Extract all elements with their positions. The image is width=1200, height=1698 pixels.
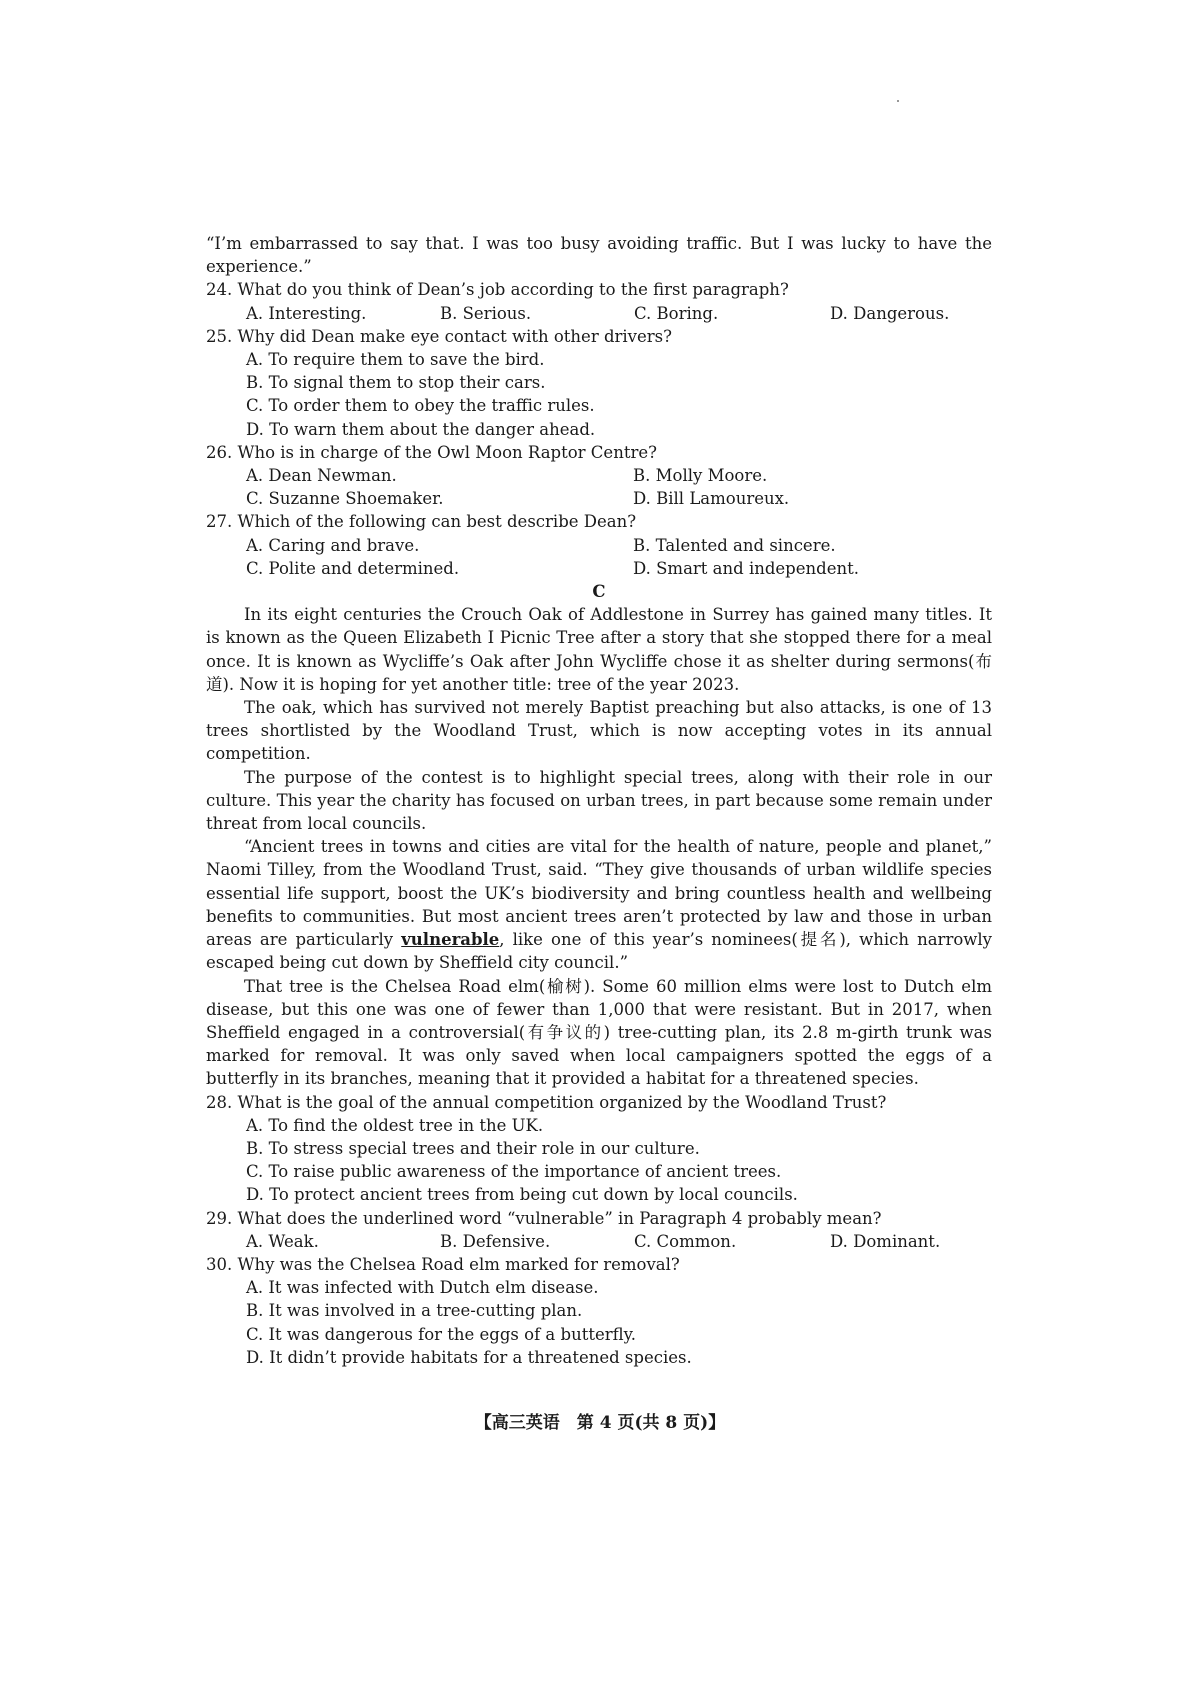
answer-option-row [246, 464, 992, 487]
passage-c [206, 603, 992, 1090]
underlined-word-vulnerable: vulnerable [401, 930, 500, 950]
answer-option: C. To order them to obey the traffic rules. [246, 396, 595, 416]
answer-option: D. To warn them about the danger ahead. [246, 419, 596, 439]
question-block [206, 510, 992, 580]
answer-option: D. Bill Lamoureux. [633, 489, 790, 509]
answer-option: C. Suzanne Shoemaker. [246, 489, 444, 509]
paragraph-4-text-before: “Ancient trees in towns and cities are vital for the health of nature, people and planet,” Naomi Tilley, from the Woodland Trust, said. “They give thousands of urban wildlife species essential life support, boost the UK’s biodiversity and bring countless health and wellbeing benefits to communities. But most ancient trees aren’t protected by law and those in urban areas are particularly [206, 837, 992, 950]
answer-option: C. Boring. [634, 303, 719, 323]
answer-option: B. Talented and sincere. [633, 535, 836, 555]
answer-option: B. To signal them to stop their cars. [246, 373, 546, 393]
answer-option: B. It was involved in a tree-cutting plan. [246, 1301, 583, 1321]
answer-option: A. Dean Newman. [246, 466, 397, 486]
question-block [206, 1207, 992, 1253]
answer-option: B. Serious. [440, 303, 532, 323]
question-block [206, 325, 992, 441]
answer-option: D. Smart and independent. [633, 558, 859, 578]
answer-option-row [246, 534, 992, 557]
question-block [206, 1091, 992, 1207]
answer-option: C. Common. [634, 1231, 737, 1251]
passage-c-paragraph-4 [206, 835, 992, 974]
answer-option: D. Dangerous. [830, 303, 950, 323]
answer-option: A. Weak. [246, 1231, 319, 1251]
questions-section-b [206, 278, 992, 580]
answer-option: A. To find the oldest tree in the UK. [246, 1115, 544, 1135]
answer-option: A. To require them to save the bird. [246, 350, 545, 370]
answer-option-row [246, 557, 992, 580]
passage-c-paragraph-3: The purpose of the contest is to highlight special trees, along with their role in our culture. This year the charity has focused on urban trees, in part because some remain under threat from local councils. [206, 767, 992, 834]
question-block [206, 441, 992, 511]
paragraph-4-text-after: , like one of this year’s nominees(提名), which narrowly escaped being cut down by Sheffield city council.” [206, 930, 992, 973]
question-block [206, 1253, 992, 1369]
answer-option-row [246, 487, 992, 510]
answer-option: B. Defensive. [440, 1231, 551, 1251]
answer-option-row [246, 302, 992, 325]
question-stem: 28. What is the goal of the annual competition organized by the Woodland Trust? [206, 1092, 887, 1112]
passage-b-ending: “I’m embarrassed to say that. I was too busy avoiding traffic. But I was lucky to have the experience.” [206, 234, 992, 277]
question-stem: 29. What does the underlined word “vulnerable” in Paragraph 4 probably mean? [206, 1208, 882, 1228]
answer-option: B. To stress special trees and their role in our culture. [246, 1138, 700, 1158]
question-stem: 24. What do you think of Dean’s job according to the first paragraph? [206, 280, 789, 300]
scan-speck [897, 100, 899, 102]
answer-option: C. It was dangerous for the eggs of a butterfly. [246, 1324, 636, 1344]
answer-option: A. It was infected with Dutch elm disease. [246, 1278, 599, 1298]
passage-c-paragraph-2: The oak, which has survived not merely Baptist preaching but also attacks, is one of 13 trees shortlisted by the Woodland Trust, which is now accepting votes in its annual competition. [206, 698, 992, 764]
answer-option: C. To raise public awareness of the importance of ancient trees. [246, 1162, 782, 1182]
passage-c-paragraph-1: In its eight centuries the Crouch Oak of Addlestone in Surrey has gained many titles. It is known as the Queen Elizabeth I Picnic Tree after a story that she stopped there for a meal once. It is known as Wycliffe’s Oak after John Wycliffe chose it as shelter during sermons(布道). Now it is hoping for yet another title: tree of the year 2023. [206, 605, 992, 694]
question-block [206, 278, 992, 324]
answer-option: D. To protect ancient trees from being cut down by local councils. [246, 1185, 798, 1205]
question-stem: 30. Why was the Chelsea Road elm marked for removal? [206, 1254, 680, 1274]
question-stem: 27. Which of the following can best describe Dean? [206, 512, 637, 532]
page-footer: 【高三英语 第 4 页(共 8 页)】 [474, 1413, 726, 1433]
answer-option-row [246, 1230, 992, 1253]
question-stem: 25. Why did Dean make eye contact with other drivers? [206, 326, 672, 346]
section-c-heading: C [592, 582, 606, 602]
questions-section-c [206, 1091, 992, 1369]
answer-option: A. Caring and brave. [246, 535, 420, 555]
answer-option: D. Dominant. [830, 1231, 941, 1251]
question-stem: 26. Who is in charge of the Owl Moon Raptor Centre? [206, 442, 657, 462]
answer-option: C. Polite and determined. [246, 558, 460, 578]
passage-c-paragraph-5: That tree is the Chelsea Road elm(榆树). Some 60 million elms were lost to Dutch elm disease, but this one was one of fewer than 1,000 that were resistant. But in 2017, when Sheffield engaged in a controversial(有争议的) tree-cutting plan, its 2.8 m-girth trunk was marked for removal. It was only saved when local campaigners spotted the eggs of a butterfly in its branches, meaning that it provided a habitat for a threatened species. [206, 976, 992, 1089]
exam-page [206, 232, 992, 1369]
answer-option: A. Interesting. [246, 303, 367, 323]
answer-option: D. It didn’t provide habitats for a threatened species. [246, 1347, 692, 1367]
answer-option: B. Molly Moore. [633, 466, 768, 486]
